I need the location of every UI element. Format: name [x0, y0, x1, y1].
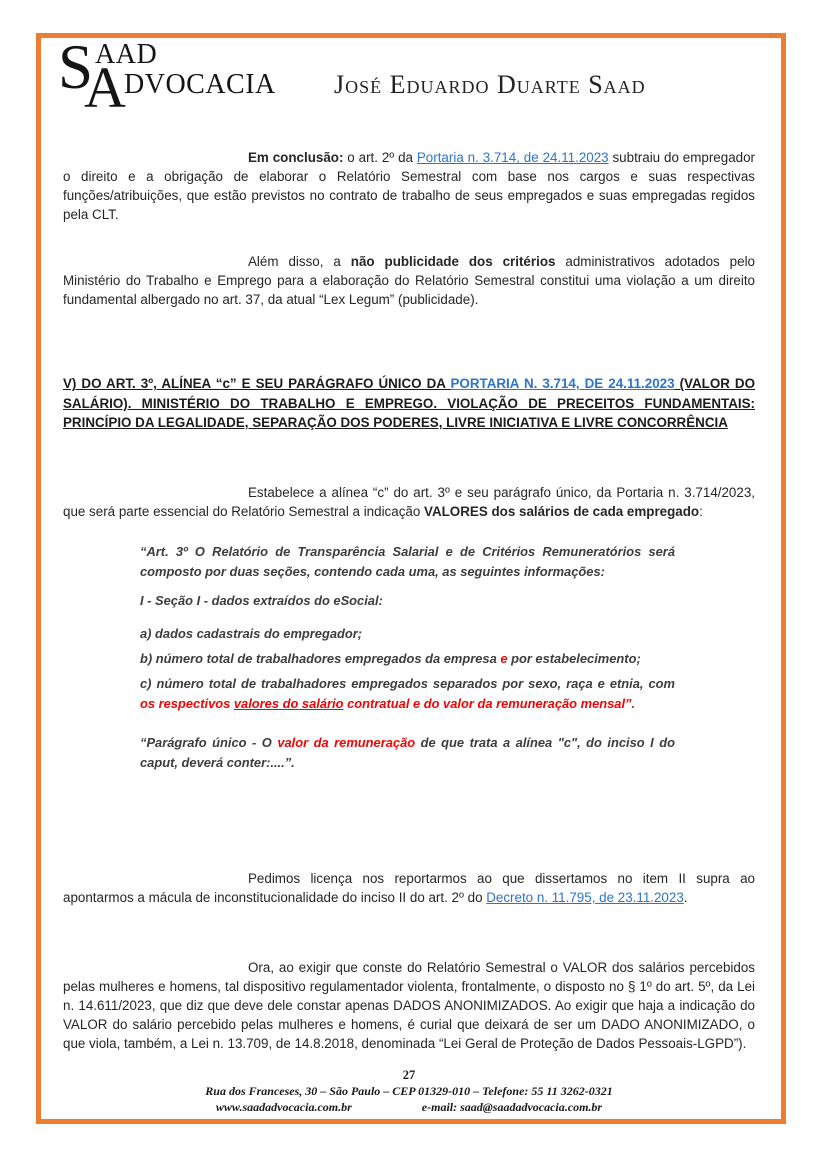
heading-link-portaria-3714[interactable]: PORTARIA N. 3.714, DE 24.11.2023 — [450, 376, 675, 392]
logo-person-name: José Eduardo Duarte Saad — [334, 70, 646, 99]
page-number: 27 — [402, 1068, 416, 1082]
p2-pre-text: Além disso, a — [248, 254, 351, 270]
heading-rest-text: (VALOR DO SALÁRIO). MINISTÉRIO DO TRABALHO E EMPREGO. VIOLAÇÃO DE PRECEITOS FUNDAMENTAIS: PRINCÍPIO DA LEGALIDADE, SEPARAÇÃO DOS PODERES, LIVRE INICIATIVA E LIVRE CONCORRÊNCIA — [63, 376, 756, 431]
quote-secao-1: I - Seção I - dados extraídos do eSocial: — [140, 593, 383, 608]
section-v-heading — [63, 374, 755, 433]
bold-valores-salarios: VALORES dos salários de cada empregado — [424, 504, 700, 520]
link-decreto-11795[interactable]: Decreto n. 11.795, de 23.11.2023 — [486, 890, 684, 906]
footer-website: www.saadadvocacia.com.br — [215, 1100, 352, 1114]
paragraph-pedimos-licenca — [63, 870, 755, 908]
paragraph-conclusao — [63, 149, 755, 224]
p1-mid-text: o art. 2º da — [343, 150, 417, 166]
paragraph-estabelece — [63, 484, 755, 522]
quote-paragrafo-unico — [140, 733, 675, 773]
quote-item-c — [140, 674, 675, 714]
p3-rest-text: : — [699, 504, 703, 520]
paragrafo-unico-red: valor da remuneração — [277, 735, 416, 750]
item-c-red-underlined: valores do salário — [233, 696, 344, 711]
item-c-red-2: contratual e do valor da remuneração mensal”. — [343, 696, 636, 711]
p2-rest-text: administrativos adotados pelo Ministério do Trabalho e Emprego para a elaboração do Relatório Semestral constitui uma violação a um direito fundamental albergado no art. 37, da atual “Lex Legum” (publicidade). — [63, 254, 755, 307]
logo-letter-a: A — [84, 55, 126, 120]
bold-nao-publicidade: não publicidade dos critérios — [350, 254, 556, 270]
heading-pre-text: V) DO ART. 3º, ALÍNEA “c” E SEU PARÁGRAFO ÚNICO DA — [63, 376, 451, 392]
logo-text-dvocacia: DVOCACIA — [124, 69, 276, 100]
page-footer — [63, 1084, 755, 1115]
p4-rest-text: . — [683, 890, 688, 906]
paragrafo-unico-pre: “Parágrafo único - O — [140, 735, 278, 750]
quote-item-a: a) dados cadastrais do empregador; — [140, 626, 363, 641]
paragraph-ora-exigir: Ora, ao exigir que conste do Relatório Semestral o VALOR dos salários percebidos pelas mulheres e homens, tal dispositivo regulamentador violenta, frontalmente, o disposto no § 1º do art. 5º, da Lei n. 14.611/2023, que diz que deve dele constar apenas DADOS ANONIMIZADOS. Ao exigir que haja a indicação do VALOR do salário percebido pelas mulheres e homens, é curial que deixará de ser um DADO ANONIMIZADO, o que viola, também, a Lei n. 13.709, de 14.8.2018, denominada “Lei Geral de Proteção de Dados Pessoais-LGPD”). — [63, 960, 755, 1051]
item-b-red-e: e — [500, 651, 508, 666]
item-c-red-1: os respectivos — [140, 696, 234, 711]
p1-rest-text: subtraiu do empregador o direito e a obrigação de elaborar o Relatório Semestral com base nos cargos e suas respectivas funções/atribuições, que estão previstos no contrato de trabalho de seus empregados e suas empregadas regidos pela CLT. — [63, 150, 755, 222]
item-b-text: b) número total de trabalhadores empregados da empresa — [140, 651, 501, 666]
logo-letter-s: S — [58, 32, 94, 102]
quote-item-b — [140, 649, 675, 669]
footer-email: e-mail: saad@saadadvocacia.com.br — [421, 1100, 603, 1114]
bold-em-conclusao: Em conclusão: — [248, 150, 344, 166]
logo-text-aad: AAD — [95, 39, 158, 70]
link-portaria-3714[interactable]: Portaria n. 3.714, de 24.11.2023 — [416, 150, 609, 166]
quote-block-art-3 — [140, 542, 675, 773]
footer-address: Rua dos Franceses, 30 – São Paulo – CEP 01329-010 – Telefone: 55 11 3262-0321 — [205, 1084, 613, 1098]
paragraph-alem-disso — [63, 253, 755, 309]
p3-pre-text: Estabelece a alínea “c” do art. 3º e seu parágrafo único, da Portaria n. 3.714/2023, que será parte essencial do Relatório Semestral a indicação — [63, 485, 755, 520]
p4-pre-text: Pedimos licença nos reportarmos ao que dissertamos no item II supra ao apontarmos a mácula de inconstitucionalidade do inciso II do art. 2º do — [63, 871, 755, 906]
item-c-text: c) número total de trabalhadores empregados separados por sexo, raça e etnia, com — [140, 676, 675, 691]
quote-art3-caput: “Art. 3º O Relatório de Transparência Salarial e de Critérios Remuneratórios será composto por duas seções, contendo cada uma, as seguintes informações: — [140, 544, 675, 579]
firm-logo — [58, 32, 678, 120]
item-b-rest: por estabelecimento; — [507, 651, 641, 666]
paragrafo-unico-rest: de que trata a alínea "c", do inciso I do caput, deverá conter:....”. — [140, 735, 675, 770]
